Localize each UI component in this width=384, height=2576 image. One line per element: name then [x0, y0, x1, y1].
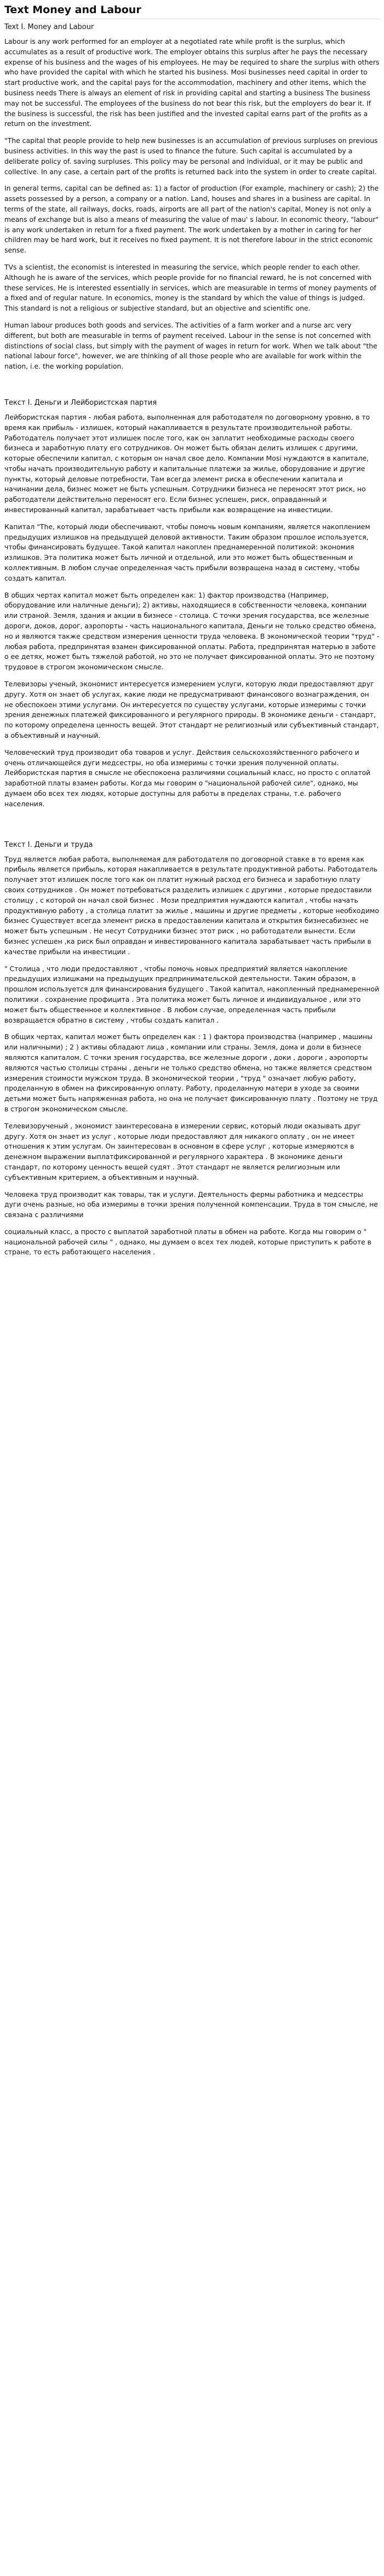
- section-russian-2: [4, 840, 380, 1258]
- paragraph: Телевизоры ученый, экономист интересуется измерением услуги, которую люди предоставляют друг другу. Хотя он знает об услугах, какие люди не предусматривают финансового вознаграждения, он не обеспокоен этими услугами. Он интересуется по существу услугами, которые измеримы с точки зрения денежных платежей фиксированного и регулярного природы. В экономике деньги - стандарт, по которому определена ценность вещей. Этот стандарт не религиозный или субъективный стандарт, а объективный и научный.: [4, 680, 379, 740]
- paragraph: В общих чертах, капитал может быть определен как : 1 ) фактора производства (например , машины или наличными) ; 2 ) активы обладают лица , компании или страны. Земля, дома и доли в бизнесе являются капиталом. С точки зрения государства, все железные дороги , доки , дороги , аэропорты являются частью столицы страны , деньги не только средство обмена, но также является средством измерения стоимости мужском труда. В экономической теории , "труд " означает любую работу, проделанную в обмен на фиксированную оплату. Работу, проделанную матери в уходе за своими детьми может быть напряженная работа, но она не получает фиксированную плату . Поэтому не труд в строгом экономическом смысле.: [4, 1032, 378, 1113]
- paragraph: Труд является любая работа, выполняемая для работодателя по договорной ставке в то время как прибыль является прибыль, которая накапливается в результате продуктивной работы. Работодатель получает этот излишек после того как он платит нужный расход его бизнеса и заработную плату своих сотрудников . Он может потребоваться разделить излишек с другими , которые предоставили столицу , с которой он начал свой бизнес . Мози предприятия нуждаются капитал , чтобы начать продуктивную работу , а столица платит за жилье , машины и другие предметы , которые необходимо бизнес Существует всегда элемент риска в предоставлении капитала и открытия бизнесабизнес не может быть успешным . Не несут Сотрудники бизнес этот риск , но работодатели вынести. Если бизнес успешен ,ка риск был оправдан и инвестированного капитала зарабатывает часть прибыли в качестве прибыли на инвестиции .: [4, 854, 379, 956]
- page-title: Text Money and Labour: [4, 4, 141, 16]
- paragraph: Телевизорученый , экономист заинтересована в измерении сервис, который люди оказывать друг другу. Хотя он знает из услуг , которые люди предоставляют для никакого оплату , он не имеет отношения к этим услугам. Он заинтересован в основном в сфере услуг , которые измеряются в денежном выражении выплатфиксированной и регулярного характера . В экономике деньги стандарт, по которому ценность вещей судят . Этот стандарт не является религиозным или субъективным критерием, а объективным и научный.: [4, 1121, 361, 1181]
- section-spacer: [4, 816, 380, 840]
- section-english: [4, 22, 380, 372]
- section-heading: Text I. Money and Labour: [4, 23, 94, 31]
- section-spacer: [4, 378, 380, 398]
- paragraph: Human labour produces both goods and services. The activities of a farm worker and a nurse arc very different, but both are measurable in terms of payment received. Labour in the sense is not concerned with distinctions of social class, but simply with the payment of wages in return for work. When we talk about "the national labour force", however, we are thinking of all those people who are available for work within the nation, i.e. the working population.: [4, 320, 377, 371]
- section-heading: Текст I. Деньги и труда: [4, 840, 93, 849]
- paragraph: TVs a scientist, the economist is interested in measuring the service, which people render to each other. Although he is aware of the services, which people provide for no financial reward, he is not concerned with these services. He is interested essentially in services, which are measurable in terms of money payments of a fixed and of regular nature. In economics, money is the standard by which the value of things is judged. This standard is not a religious or subjective standard, but an objective and scientific one.: [4, 262, 376, 313]
- paragraph: социальный класс, а просто с выплатой заработной платы в обмен на работе. Когда мы говорим о " национальной рабочей силы " , однако, мы думаем о всех тех людей, которые приступить к работе в стране, то есть работающего населения .: [4, 1227, 371, 1257]
- paragraph: В общих чертах капитал может быть определен как: 1) фактор производства (Например, оборудование или наличные деньги); 2) активы, находящиеся в собственности человека, компании или страной. Земля, здания и акции в бизнесе - столица. С точки зрения государства, все железные дороги, доков, дорог, аэропорты - часть национального капитала, Деньги не только средство обмена, но и являются также средством измерения ценности труда человека. В экономической теории "труд" - любая работа, предпринятая взамен фиксированной оплаты. Работа, предпринятая матерью в заботе о ее детях, может быть тяжелой работой, но это не получает фиксированной оплаты. Это не поэтому трудовое в строгом экономическом смысле.: [4, 590, 380, 672]
- document-page: [0, 0, 384, 1258]
- paragraph: Человека труд производит как товары, так и услуги. Деятельность фермы работника и медсестры дуги очень разные, но оба измеримы в точки зрения полученной компенсации. Труда в том смысле, не связана с различиями: [4, 1190, 378, 1219]
- paragraph: Капитал "The, который люди обеспечивают, чтобы помочь новым компаниям, является накоплением предыдущих излишков на предыдущей деловой активности. Таким образом прошлое используется, чтобы финансировать будущее. Такой капитал накоплен преднамеренной политикой: экономия излишков. Эта политика может быть личной и отдельной, или это может быть общественным и коллективным. В любом случае определенная часть прибыли возвращена назад в систему, чтобы создать капитал.: [4, 522, 370, 582]
- paragraph: "The capital that people provide to help new businesses is an accumulation of previous surpluses on previous business activities. In this way the past is used to finance the future. Such capital is accumulated by a deliberate policy of. saving surpluses. This policy may be personal and individual, or it may be public and collective. In any case, a certain part of the profits is returned back into the system in order to create capital.: [4, 136, 378, 176]
- paragraph: Человеческий труд производит оба товаров и услуг. Действия сельскохозяйственного рабочего и очень отличающейся дуги медсестры, но оба измеримы с точки зрения полученной оплаты. Лейбористская партия в смысле не обеспокоена различиями социальный класс, но просто с оплатой заработной платы взамен работы. Когда мы говорим о "национальной рабочей силе", однако, мы думаем обо всех тех людях, которые доступны для работы в пределах страны, т.е. рабочего населения.: [4, 748, 371, 808]
- paragraph: In general terms, capital can be defined as: 1) a factor of production (For example, machinery or cash); 2) the assets possessed by a person, a company or a nation. Land, houses and shares in a business are capital. In terms of the state, all railways, docks, roads, airports are all part of the nation's capital, Money is not only a means of exchange but is also a means of measuring the value of mau' s labour. In economic theory, "labour" is any work undertaken in return for a fixed payment. The work undertaken by a mother in caring for her children may be hard work, but it receives no fixed payment. It is not therefore labour in the strict economic sense.: [4, 184, 379, 255]
- section-heading: Текст I. Деньги и Лейбористская партия: [4, 398, 157, 407]
- section-russian-1: [4, 398, 380, 810]
- paragraph: " Столица , что люди предоставляют , чтобы помочь новых предприятий является накопление предыдущих излишками на предыдущих предпринимательской деятельности. Таким образом, в прошлом используется для финансирования будущего . Такой капитал, накопленный преднамеренной политики . сохранение профицита . Эта политика может быть личное и индивидуальное , или это может быть общественное и коллективное . В любом случае, определенная часть прибыли возвращается обратно в систему , чтобы создать капитал .: [4, 964, 380, 1024]
- paragraph: Labour is any work performed for an employer at a negotiated rate while profit is the surplus, which accumulates as a result of productive work. The employer obtains this surplus after he pays the necessary expense of his business and the wages of his employees. He may be required to share the surplus with others who have provided the capital with which he started his business. Mosi businesses need capital in order to start productive work, and the capital pays for the accommodation, machinery and other items, which the business needs There is always an element of risk in providing capital and starting a business The business may not be successful. The employees of the business do not bear this risk, but the employers do bear it. If the business is successful, the risk has been justified and the invested capital earns part of the profits as a return on the investment.: [4, 37, 380, 128]
- paragraph: Лейбористская партия - любая работа, выполненная для работодателя по договорному уровню, в то время как прибыль - излишек, который накапливается в результате производительной работы. Работодатель получает этот излишек после того, как он заплатит необходимые расходы своего бизнеса и заработную плату его сотрудников. Он может быть обязан делить излишек с другими, которые обеспечили капитал, с которым он начал свое дело. Компании Mosi нуждаются в капитале, чтобы начать производительную работу и капитальные платежи за жилье, оборудование и другие пункты, который деловые потребности, Там всегда элемент риска в обеспечении капитала и начинании дела, бизнес может не быть успешным. Сотрудники бизнеса не переносят этот риск, но работодатели действительно переносят его. Если бизнес успешен, риск, оправданный и инвестированный капитал, зарабатывает часть прибыли как возвращение на инвестиции.: [4, 412, 370, 514]
